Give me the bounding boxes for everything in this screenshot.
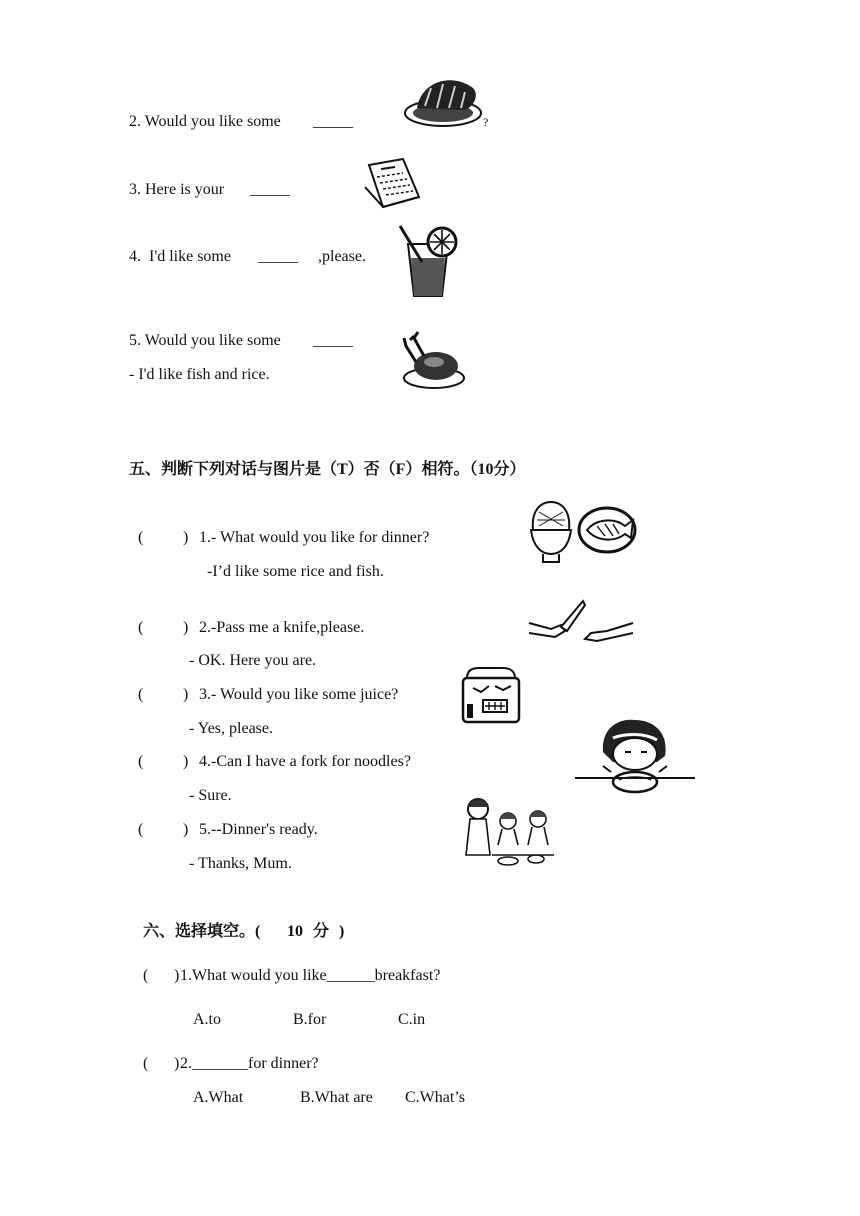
judge-answer: - Thanks, Mum. xyxy=(189,855,292,872)
choice-paren-open[interactable]: ( xyxy=(143,1055,149,1072)
choice-question: 2._______for dinner? xyxy=(180,1055,319,1072)
choice-question: 1.What would you like______breakfast? xyxy=(180,967,441,984)
section6-unit: 分 xyxy=(313,923,330,940)
judge-paren-close: ) xyxy=(183,529,189,546)
q5-blank: _____ xyxy=(313,332,353,349)
q3-blank: _____ xyxy=(250,181,290,198)
section6-heading: 六、选择填空。( xyxy=(143,923,261,940)
section6-score: 10 xyxy=(287,923,303,940)
girl-eating-bowl-picture xyxy=(573,716,699,798)
q2-blank: _____ xyxy=(313,113,353,130)
judge-answer: - Yes, please. xyxy=(189,720,273,737)
judge-answer: -I’d like some rice and fish. xyxy=(207,563,384,580)
judge-question: 1.- What would you like for dinner? xyxy=(199,529,430,546)
choice-option-c[interactable]: C.What’s xyxy=(405,1089,465,1106)
judge-question: 2.-Pass me a knife,please. xyxy=(199,619,365,636)
judge-paren-open[interactable]: ( xyxy=(138,529,144,546)
family-dinner-picture xyxy=(462,795,558,871)
judge-paren-close: ) xyxy=(183,686,189,703)
svg-text:?: ? xyxy=(483,115,489,129)
meat-plate-picture xyxy=(403,70,495,132)
hands-passing-knife-picture xyxy=(527,597,635,647)
judge-paren-open[interactable]: ( xyxy=(138,753,144,770)
q5-answer: - I'd like fish and rice. xyxy=(129,366,270,383)
q4-tail: ,please. xyxy=(318,248,366,265)
judge-answer: - OK. Here you are. xyxy=(189,652,317,669)
choice-paren-close: ) xyxy=(174,967,180,984)
judge-paren-open[interactable]: ( xyxy=(138,821,144,838)
judge-question: 4.-Can I have a fork for noodles? xyxy=(199,753,411,770)
rice-and-fish-picture xyxy=(527,500,639,568)
section6-close: ) xyxy=(339,923,345,940)
judge-paren-open[interactable]: ( xyxy=(138,686,144,703)
milk-carton-picture xyxy=(459,664,523,726)
q2-text: 2. Would you like some xyxy=(129,113,281,130)
judge-answer: - Sure. xyxy=(189,787,232,804)
choice-paren-close: ) xyxy=(174,1055,180,1072)
judge-question: 3.- Would you like some juice? xyxy=(199,686,399,703)
choice-option-c[interactable]: C.in xyxy=(398,1011,426,1028)
q4-blank: _____ xyxy=(258,248,298,265)
q5-text: 5. Would you like some xyxy=(129,332,281,349)
judge-paren-close: ) xyxy=(183,619,189,636)
judge-paren-close: ) xyxy=(183,753,189,770)
judge-paren-open[interactable]: ( xyxy=(138,619,144,636)
choice-option-a[interactable]: A.What xyxy=(193,1089,244,1106)
choice-option-b[interactable]: B.for xyxy=(293,1011,327,1028)
judge-question: 5.--Dinner's ready. xyxy=(199,821,318,838)
menu-card-picture xyxy=(363,157,425,211)
juice-glass-picture xyxy=(396,222,462,300)
q4-text: 4. I'd like some xyxy=(129,248,231,265)
section5-heading: 五、判断下列对话与图片是（T）否（F）相符。（10分） xyxy=(129,461,526,478)
choice-paren-open[interactable]: ( xyxy=(143,967,149,984)
q3-text: 3. Here is your xyxy=(129,181,225,198)
choice-option-b[interactable]: B.What are xyxy=(300,1089,373,1106)
choice-option-a[interactable]: A.to xyxy=(193,1011,221,1028)
judge-paren-close: ) xyxy=(183,821,189,838)
roast-chicken-picture xyxy=(400,328,468,392)
